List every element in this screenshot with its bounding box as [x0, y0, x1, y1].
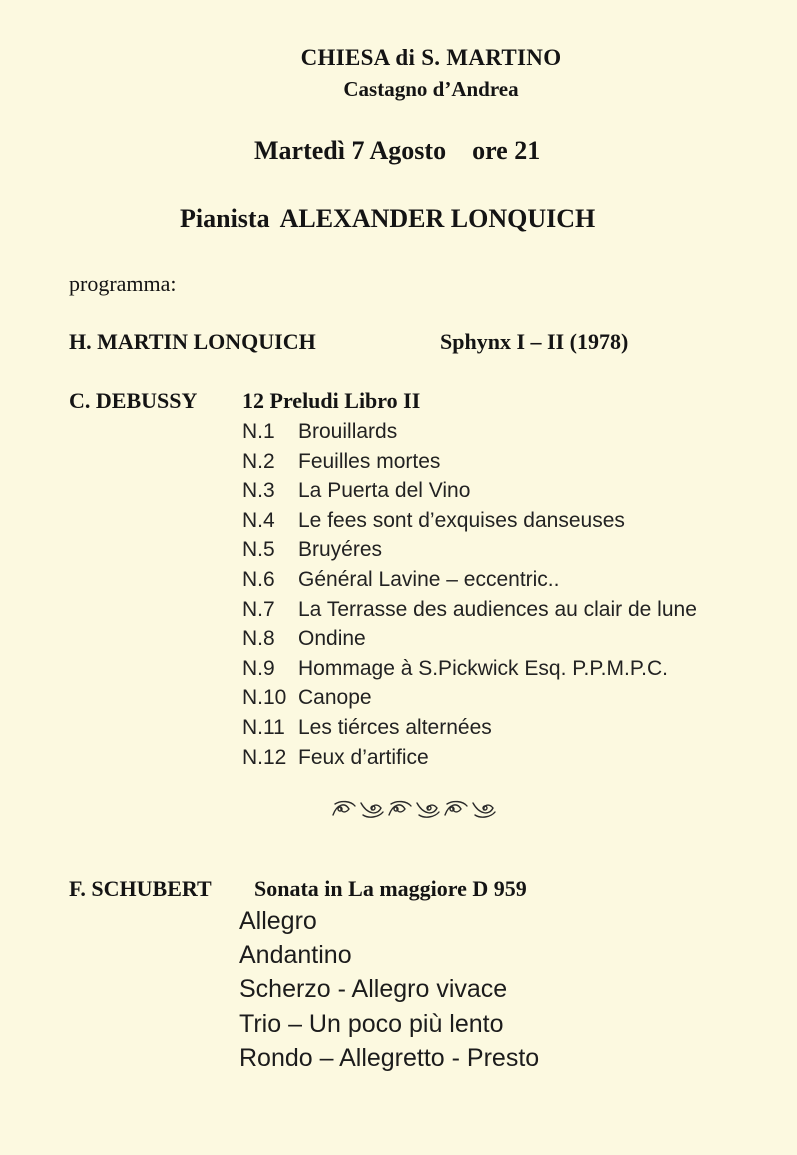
performer-line [180, 204, 595, 234]
prelude-number: N.3 [242, 479, 275, 503]
prelude-title: Brouillards [298, 420, 398, 443]
list-item [242, 417, 697, 447]
list-item [242, 535, 697, 565]
list-item: Andantino [239, 941, 352, 970]
prelude-title: La Puerta del Vino [298, 479, 471, 503]
venue-location: Castagno d’Andrea [343, 77, 519, 101]
prelude-title: Les tiérces alternées [298, 715, 492, 739]
prelude-title: Hommage à S.Pickwick Esq. P.P.M.P.C. [298, 656, 668, 680]
prelude-number: N.9 [242, 656, 275, 680]
floral-divider-icon [329, 798, 499, 825]
prelude-title: Ondine [298, 627, 366, 651]
performer-name: ALEXANDER LONQUICH [279, 204, 596, 233]
prelude-number: N.10 [242, 686, 287, 710]
prelude-number: N.6 [242, 567, 275, 591]
prelude-title: La Terrasse des audiences au clair de lune [298, 597, 697, 621]
composer-schubert: F. SCHUBERT [69, 876, 212, 901]
list-item: Allegro [239, 907, 317, 935]
concert-time: ore 21 [472, 136, 541, 165]
list-item [242, 447, 697, 477]
list-item [242, 476, 697, 506]
prelude-number: N.8 [242, 627, 275, 651]
work-preludes: 12 Preludi Libro II [242, 388, 421, 413]
concert-datetime [254, 136, 540, 166]
prelude-number: N.12 [242, 745, 287, 769]
performer-label: Pianista [180, 204, 270, 233]
concert-date: Martedì 7 Agosto [254, 136, 447, 165]
prelude-title: Bruyéres [298, 538, 383, 562]
list-item [242, 565, 697, 595]
composer-debussy: C. DEBUSSY [69, 388, 198, 413]
movement-list [239, 904, 539, 1075]
prelude-title: Canope [298, 686, 372, 710]
list-item [242, 595, 697, 625]
list-item [242, 654, 697, 684]
list-item [242, 624, 697, 654]
list-item: Trio – Un poco più lento [239, 1009, 504, 1038]
list-item [242, 683, 697, 713]
work-sonata: Sonata in La maggiore D 959 [254, 876, 527, 901]
venue-title: CHIESA di S. MARTINO [300, 45, 562, 70]
prelude-number: N.2 [242, 449, 275, 473]
prelude-number: N.7 [242, 597, 275, 621]
list-item [242, 713, 697, 743]
list-item [242, 506, 697, 536]
list-item: Rondo – Allegretto - Presto [239, 1043, 540, 1072]
prelude-number: N.4 [242, 508, 275, 532]
composer-lonquich: H. MARTIN LONQUICH [69, 329, 316, 354]
prelude-title: Le fees sont d’exquises danseuses [298, 508, 625, 532]
prelude-list [242, 417, 697, 772]
work-sphynx: Sphynx I – II (1978) [440, 329, 629, 354]
prelude-title: Feuilles mortes [298, 449, 441, 473]
prelude-number: N.1 [242, 420, 275, 443]
prelude-number: N.11 [242, 715, 285, 739]
list-item [242, 743, 697, 773]
prelude-title: Général Lavine – eccentric.. [298, 567, 560, 591]
prelude-title: Feux d’artifice [298, 745, 429, 769]
prelude-number: N.5 [242, 538, 275, 562]
program-label: programma: [69, 271, 177, 296]
list-item: Scherzo - Allegro vivace [239, 975, 508, 1004]
